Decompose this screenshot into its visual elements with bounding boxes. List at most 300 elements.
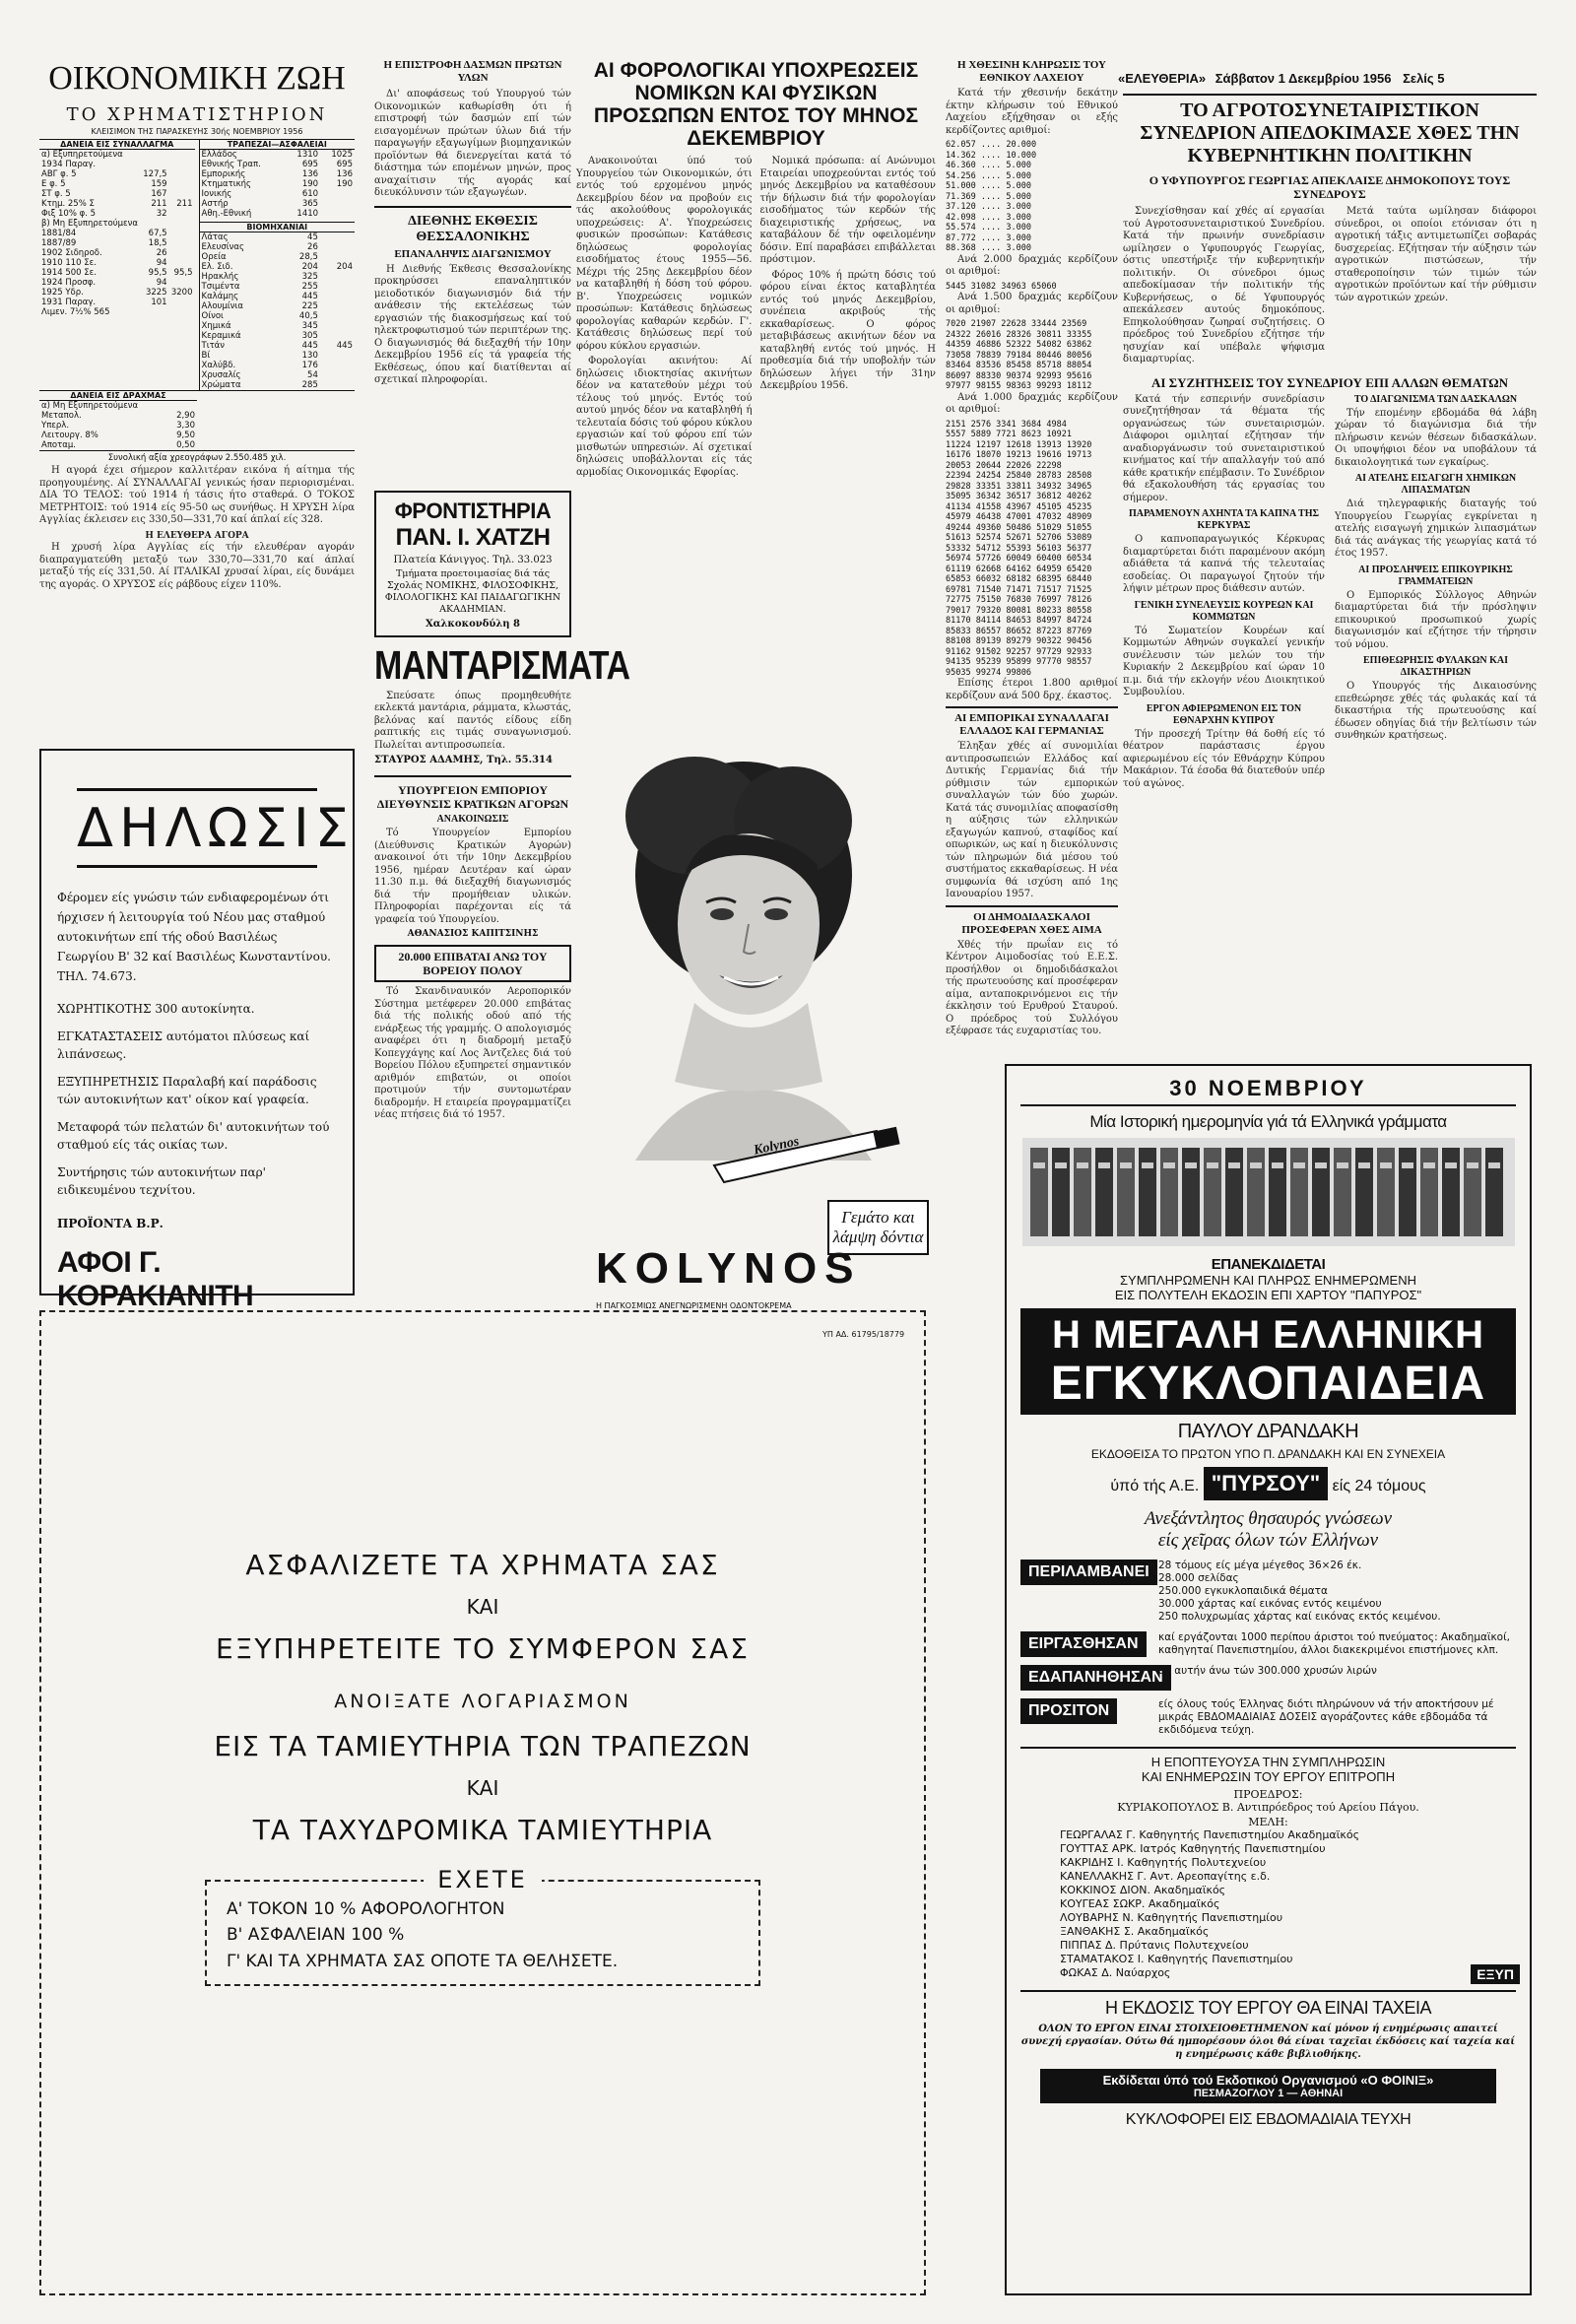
row-value bbox=[169, 209, 195, 219]
books-illustration bbox=[1022, 1138, 1515, 1246]
board-member: ΚΟΥΓΕΑΣ ΣΩΚΡ. Ακαδημαϊκός bbox=[1060, 1897, 1220, 1910]
row-name: ΑΒΓ φ. 5 bbox=[41, 169, 77, 179]
row-value: 159 bbox=[151, 179, 167, 189]
stock-exchange-title: ΤΟ ΧΡΗΜΑΤΙΣΤΗΡΙΟΝ bbox=[66, 104, 328, 125]
lottery-500-text: Επίσης έτεροι 1.800 αριθμοί κερδίζουν ανά 500 δρχ. έκαστος. bbox=[946, 678, 1118, 701]
row-value bbox=[320, 199, 355, 209]
row-name: Λάτας bbox=[201, 232, 229, 242]
book-spine bbox=[1117, 1148, 1135, 1236]
prize-line: 14.362 .... 10.000 bbox=[946, 150, 1037, 161]
row-value bbox=[169, 189, 195, 199]
ministry-signer: ΑΘΑΝΑΣΙΟΣ ΚΑΠΙΤΣΙΝΗΣ bbox=[407, 929, 539, 939]
table-row bbox=[39, 219, 195, 229]
mandarismata-text: Σπεύσατε όπως προμηθευθήτε εκλεκτά μαντάρια, ράμματα, κλωστάς, βελόνας καί παντός είδους είδη ραπτικής εις τιμάς συναγωνισμού. Πωλείται αντιπροσωπεία. bbox=[374, 690, 571, 751]
trade-text: Έληξαν χθές αί συνομιλίαι αντιπροσωπειών Ελλάδος καί Δυτικής Γερμανίας διά τήν ρύθμισιν τών εμπορικών συναλλαγών τών δύο χωρών. Κατά τάς συνομιλίας αποφασίσθη η αύξησις τών ελληνικών εξαγωγών καπνού, σταφίδος καί οπωρικών, ως καί η διευκόλυνσις τών πληρωμών διά μέσου τού συστήματος εκκαθαρίσεως. Η νέα συμφωνία θά ισχύση από 1ης Ιανουαρίου 1957. bbox=[946, 741, 1118, 899]
row-name: ΣΤ φ. 5 bbox=[41, 189, 71, 199]
book-spine-label bbox=[1207, 1162, 1218, 1168]
book-spine bbox=[1247, 1148, 1265, 1236]
row-name: Αστήρ bbox=[201, 199, 229, 209]
kolynos-ref: ΥΠ ΑΔ. 61795/18779 bbox=[822, 1330, 905, 1339]
volumes: είς 24 τόμους bbox=[1332, 1478, 1426, 1494]
board-header-2: ΚΑΙ ΕΝΗΜΕΡΩΣΙΝ ΤΟΥ ΕΡΓΟΥ ΕΠΙΤΡΟΠΗ bbox=[1141, 1769, 1396, 1784]
book-spine-label bbox=[1293, 1162, 1305, 1168]
book-spine-label bbox=[1098, 1162, 1110, 1168]
row-name: Χρώματα bbox=[201, 380, 241, 390]
savings-line-2: ΚΑΙ bbox=[466, 1595, 499, 1619]
book-spine-label bbox=[1077, 1162, 1088, 1168]
fair-subtitle: ΕΠΑΝΑΛΗΨΙΣ ΔΙΑΓΩΝΙΣΜΟΥ bbox=[394, 247, 552, 260]
closing-note: ΚΛΕΙΣΙΜΟΝ ΤΗΣ ΠΑΡΑΣΚΕΥΗΣ 30ής ΝΟΕΜΒΡΙΟΥ 1956 bbox=[91, 127, 303, 136]
board-member: ΞΑΝΘΑΚΗΣ Σ. Ακαδημαϊκός bbox=[1060, 1925, 1210, 1938]
savings-point-3: Γ' ΚΑΙ ΤΑ ΧΡΗΜΑΤΑ ΣΑΣ ΟΠΟΤΕ ΤΑ ΘΕΛΗΣΕΤΕ. bbox=[227, 1952, 619, 1971]
row-name: Κεραμικά bbox=[201, 331, 241, 341]
table-row bbox=[200, 169, 356, 179]
book-spine-label bbox=[1467, 1162, 1478, 1168]
table-row bbox=[39, 229, 195, 238]
savings-line-3: ΕΞΥΠΗΡΕΤΕΙΤΕ ΤΟ ΣΥΜΦΕΡΟΝ ΣΑΣ bbox=[216, 1632, 750, 1665]
table-row bbox=[39, 189, 195, 199]
row-name: Ελευσίνας bbox=[201, 242, 245, 252]
congress-text-2: Μετά ταύτα ωμίλησαν διάφοροι σύνεδροι, οι οποίοι ετόνισαν ότι η αγροτική τάξις αντιμετωπίζει σοβαράς δυσχερείας. Εζήτησαν τήν αύξησιν τών αγροτικών πιστώσεων, τήν σταθεροποίησιν τών τιμών τών αγροτικών προϊόντων καί τήν ρύθμισιν τών αγροτικών χρεών. bbox=[1335, 206, 1537, 303]
table-row bbox=[39, 150, 195, 160]
book-spine bbox=[1052, 1148, 1070, 1236]
row-value bbox=[169, 219, 195, 229]
row-name: Ελ. Σιδ. bbox=[201, 262, 233, 272]
row-value: 204 bbox=[301, 262, 318, 272]
economic-life-section bbox=[39, 59, 355, 739]
row-value: 94 bbox=[156, 278, 167, 288]
book-spine bbox=[1269, 1148, 1286, 1236]
savings-point-1: Α' ΤΟΚΟΝ 10 % ΑΦΟΡΟΛΟΓΗΤΟΝ bbox=[227, 1899, 505, 1919]
book-spine bbox=[1290, 1148, 1308, 1236]
book-spine bbox=[1074, 1148, 1091, 1236]
book-spine-label bbox=[1315, 1162, 1327, 1168]
barbers-text: Τό Σωματείον Κουρέων καί Κομμωτών Αθηνών συγκαλεί γενικήν συνέλευσιν τών μελών του τήν Κυριακήν 2 Δεκεμβρίου καί ώραν 10 π.μ. διά τήν εκλογήν νέου Διοικητικού Συμβουλίου. bbox=[1123, 625, 1325, 697]
row-value: 26 bbox=[307, 242, 318, 252]
book-spine bbox=[1139, 1148, 1156, 1236]
polar-title: 20.000 ΕΠΙΒΑΤΑΙ ΑΝΩ ΤΟΥ ΒΟΡΕΙΟΥ ΠΟΛΟΥ bbox=[398, 950, 548, 977]
declaration-item: Μεταφορά τών πελατών δι' αυτοκινήτων τού σταθμού είς τάς οικίας των. bbox=[57, 1120, 330, 1152]
tobacco-text: Ο καπνοπαραγωγικός Κέρκυρας διαμαρτύρεται διότι παραμένουν ακόμη αδιάθετα τά καπνά τής τελευταίας εσοδείας. Οι παραγωγοί ζητούν τήν λήψιν μέτρων προς διάθεσιν αυτών. bbox=[1123, 534, 1325, 594]
includes-line: 250.000 εγκυκλοπαιδικά θέματα bbox=[1158, 1585, 1328, 1597]
row-value bbox=[320, 351, 355, 361]
row-name: Φιξ 10% φ. 5 bbox=[41, 209, 97, 219]
members-label: ΜΕΛΗ: bbox=[1248, 1816, 1288, 1828]
board-member: ΓΟΥΤΤΑΣ ΑΡΚ. Ιατρός Καθηγητής Πανεπιστημίου bbox=[1060, 1842, 1326, 1855]
table-row bbox=[39, 288, 195, 298]
congress-text-1: Συνεχίσθησαν καί χθές αί εργασίαι τού Αγροτοσυνεταιριστικού Συνεδρίου. Κατά τήν πρωινήν συνεδρίασιν ωμίλησεν ο Υφυπουργός Γεωργίας, όστις υπεστήριξε τήν κυβερνητικήν πολιτικήν. Οι σύνεδροι όμως απεδοκίμασαν τήν πολιτικήν τής Κυβερνήσεως, ο δέ Υφυπουργός απεκάλεσεν αυτούς δημοκόπους. Επηκολούθησαν ζωηραί συζητήσεις. Ο πρόεδρος τού Συνεδρίου εζήτησε τήν ησυχίαν καί υπέβαλε ψήφισμα διαμαρτυρίας. bbox=[1123, 206, 1325, 365]
lottery-2000-label: Ανά 2.000 δραχμάς κερδίζουν οι αριθμοί: bbox=[946, 253, 1118, 277]
table-row bbox=[39, 421, 197, 431]
table-row bbox=[39, 298, 195, 307]
row-name: Καλάμης bbox=[201, 292, 239, 301]
table-row bbox=[39, 278, 195, 288]
row-value: 305 bbox=[301, 331, 318, 341]
number-line: 35095 36342 36517 36812 40262 bbox=[946, 492, 1092, 501]
row-value: 225 bbox=[301, 301, 318, 311]
table-row bbox=[200, 252, 356, 262]
number-line: 16176 18070 19213 19616 19713 bbox=[946, 450, 1092, 460]
issuer-name: Εκδίδεται ύπό τού Εκδοτικού Οργανισμού «Ο ΦΟΙΝΙΞ» bbox=[1102, 2073, 1434, 2088]
free-market-header: Η ΕΛΕΥΘΕΡΑ ΑΓΟΡΑ bbox=[145, 530, 249, 541]
staff-text: Ο Εμπορικός Σύλλογος Αθηνών διαμαρτύρεται διά τήν πρόσληψιν επικουρικού προσωπικού χωρίς διαγωνισμόν καί εζήτησε τήν τήρησιν τού νόμου. bbox=[1335, 589, 1537, 650]
kolynos-ad bbox=[576, 727, 936, 1377]
publisher-prefix: ύπό τής Α.Ε. bbox=[1110, 1478, 1200, 1494]
row-name: 1881/84 bbox=[41, 229, 77, 238]
tobacco-title: ΠΑΡΑΜΕΝΟΥΝ ΑΧΗΝΤΑ ΤΑ ΚΑΠΝΑ ΤΗΣ ΚΕΡΚΥΡΑΣ bbox=[1128, 508, 1320, 531]
savings-ad bbox=[39, 1310, 926, 2295]
prize-line: 62.057 .... 20.000 bbox=[946, 140, 1037, 150]
row-name: Υπερλ. bbox=[41, 421, 70, 431]
table-row bbox=[200, 150, 356, 160]
prize-line: 88.368 .... 3.000 bbox=[946, 243, 1031, 253]
row-value bbox=[141, 219, 169, 229]
number-line: 86097 88330 90374 92993 95616 bbox=[946, 370, 1092, 381]
table-row bbox=[39, 179, 195, 189]
number-line: 53332 54712 55393 56103 56377 bbox=[946, 543, 1092, 554]
row-name: Ιονικής bbox=[201, 189, 232, 199]
worked-tag: ΕΙΡΓΑΣΘΗΣΑΝ bbox=[1020, 1631, 1147, 1657]
board-header-1: Η ΕΠΟΠΤΕΥΟΥΣΑ ΤΗΝ ΣΥΜΠΛΗΡΩΣΙΝ bbox=[1150, 1755, 1386, 1769]
table-row bbox=[200, 242, 356, 252]
exit-badge: ΕΞΥΠ bbox=[1471, 1964, 1520, 1984]
book-spine-label bbox=[1380, 1162, 1392, 1168]
table-row bbox=[200, 209, 356, 219]
column-five bbox=[1123, 94, 1537, 1049]
fast-title: Η ΕΚΔΟΣΙΣ ΤΟΥ ΕΡΓΟΥ ΘΑ ΕΙΝΑΙ ΤΑΧΕΙΑ bbox=[1105, 1998, 1431, 2018]
row-name: Λειτουργ. 8% bbox=[41, 431, 98, 440]
includes-line: 30.000 χάρτας καί εικόνας εντός κειμένου bbox=[1158, 1598, 1382, 1610]
polar-text: Τό Σκανδιναυικόν Αεροπορικόν Σύστημα μετέφερεν 20.000 επιβάτας διά τής πολικής οδού από τής ενάρξεως τής γραμμής. Ο απολογισμός αναφέρει ότι η διαδρομή μεταξύ Κοπεγχάγης καί Λος Άντζελες διά τού Βορείου Πόλου εξυπηρετεί σημαντικόν αριθμόν επιβατών, οι οποίοι προτιμούν τήν συντομωτέραν διαδρομήν. Η εταιρεία προγραμματίζει νέας πτήσεις διά τό 1957. bbox=[374, 986, 571, 1120]
worked-text: καί εργάζονται 1000 περίπου άριστοι τού πνεύματος: Ακαδημαϊκοί, καθηγηταί Πανεπιστημίου, άλλοι διακεκριμένοι επιστήμονες κλπ. bbox=[1158, 1631, 1510, 1656]
table-row bbox=[39, 268, 195, 278]
market-text: Η αγορά έχει σήμερον καλλιτέραν εικόνα ή αίτημα τής προηγουμένης. Αί ΣΥΝΑΛΛΑΓΑΙ γενικώς ήσαν περιορισμέναι. ΔΙΑ ΤΟ ΤΕΛΟΣ: τού 1914 ή τάσις ήτο σταθερά. Ο ΤΟΚΟΣ ΜΕΤΡΗΤΟΙΣ: τού 1914 είς 95-50 ως συνήθως. Η ΧΡΥΣΗ λίρα Αγγλίας έκλεισεν εις 330,50—331,70 καί άπλαί είς 328. bbox=[39, 465, 355, 525]
includes-line: 28 τόμους είς μέγα μέγεθος 36×26 έκ. bbox=[1158, 1560, 1362, 1571]
encyclopedia-tagline: Μία Ιστορική ημερομηνία γιά τά Ελληνικά γράμματα bbox=[1089, 1112, 1447, 1131]
number-line: 56974 57726 60049 60400 60534 bbox=[946, 554, 1092, 564]
row-name: 1931 Παραγ. bbox=[41, 298, 97, 307]
row-name: α) Εξυπηρετούμενα bbox=[41, 150, 123, 160]
row-value: 0,50 bbox=[176, 440, 195, 450]
congress-subtitle: Ο ΥΦΥΠΟΥΡΓΟΣ ΓΕΩΡΓΙΑΣ ΑΠΕΚΛΑΙΣΕ ΔΗΜΟΚΟΠΟΥΣ ΤΟΥΣ ΣΥΝΕΔΡΟΥΣ bbox=[1149, 173, 1511, 201]
row-name: Μεταπολ. bbox=[41, 411, 82, 421]
savings-point-2: Β' ΑΣΦΑΛΕΙΑΝ 100 % bbox=[227, 1925, 405, 1945]
book-spine bbox=[1312, 1148, 1330, 1236]
row-name: α) Μη Εξυπηρετούμενα bbox=[41, 401, 139, 411]
row-value: 136 bbox=[336, 169, 353, 179]
tax-text-4: Φόρος 10% ή πρώτη δόσις τού φόρου είναι έκτος καταβλητέα εντός τού μηνός Δεκεμβρίου, συνέπεια ακριβούς τής εκκαθαρίσεως. Ο φόρος μεταβιβάσεως ακινήτων δέον να καταβληθή εντός τού μηνός. Η προθεσμία διά τήν υποβολήν τών δηλώσεων λήγει τήν 31ην Δεκεμβρίου 1956. bbox=[759, 269, 936, 391]
row-value bbox=[169, 258, 195, 268]
encyclopedia-edition: ΕΚΔΟΘΕΙΣΑ ΤΟ ΠΡΩΤΟΝ ΥΠΟ Π. ΔΡΑΝΔΑΚΗ ΚΑΙ ΕΝ ΣΥΝΕΧΕΙΑ bbox=[1090, 1447, 1446, 1461]
fair-text: Η Διεθνής Έκθεσις Θεσσαλονίκης προκηρύσσει επαναληπτικόν μειοδοτικόν διαγωνισμόν διά τήν ανάθεσιν τής εκτελέσεως τών εργασιών τής διακοσμήσεως καί τού ηλεκτροφωτισμού τών περιπτέρων της. Ο διαγωνισμός θά διεξαχθή τήν 10ην Δεκεμβρίου 1956 είς τά γραφεία τής Εκθέσεως, όπου καί διατίθενται αί σχετικαί πληροφορίαι. bbox=[374, 263, 571, 385]
row-value: 190 bbox=[336, 179, 353, 189]
loans-table bbox=[39, 150, 195, 317]
teacher-exam-text: Τήν επομένην εβδομάδα θά λάβη χώραν τό διαγώνισμα διά τήν πλήρωσιν κενών θέσεων διδασκάλων. Οι υποψήφιοι δέον να υποβάλουν τά δικαιολογητικά των εγκαίρως. bbox=[1335, 407, 1537, 468]
row-name: Ορεία bbox=[201, 252, 227, 262]
number-line: 20053 20644 22026 22298 bbox=[946, 460, 1062, 471]
lottery-1500-label: Ανά 1.500 δραχμάς κερδίζουν οι αριθμοί: bbox=[946, 292, 1118, 315]
tutoring-ad bbox=[374, 491, 571, 637]
number-line: 5445 31082 34963 65060 bbox=[946, 281, 1057, 292]
table-row bbox=[200, 232, 356, 242]
declaration-title: ΔΗΛΩΣΙΣ bbox=[77, 788, 317, 868]
congress-discussion-title: ΑΙ ΣΥΖΗΤΗΣΕΙΣ ΤΟΥ ΣΥΝΕΔΡΙΟΥ ΕΠΙ ΑΛΛΩΝ ΘΕΜΑΤΩΝ bbox=[1150, 374, 1509, 390]
book-spine-label bbox=[1120, 1162, 1132, 1168]
table-row bbox=[39, 431, 197, 440]
book-spine-label bbox=[1337, 1162, 1348, 1168]
includes-line: 28.000 σελίδας bbox=[1158, 1572, 1239, 1584]
prize-line: 54.256 .... 5.000 bbox=[946, 170, 1031, 181]
lottery-title: Η ΧΘΕΣΙΝΗ ΚΛΗΡΩΣΙΣ ΤΟΥ ΕΘΝΙΚΟΥ ΛΑΧΕΙΟΥ bbox=[957, 59, 1106, 84]
number-line: 7020 21907 22628 33444 23569 bbox=[946, 319, 1087, 329]
row-name: Χημικά bbox=[201, 321, 231, 331]
board-member: ΚΑΚΡΙΔΗΣ Ι. Καθηγητής Πολυτεχνείου bbox=[1060, 1856, 1267, 1869]
number-line: 81170 84114 84653 84997 84724 bbox=[946, 616, 1092, 626]
savings-line-4: ΑΝΟΙΞΑΤΕ ΛΟΓΑΡΙΑΣΜΟΝ bbox=[334, 1691, 631, 1712]
includes-line: 250 πολυχρωμίας χάρτας καί εικόνας εκτός κειμένου. bbox=[1158, 1611, 1441, 1623]
row-value: 9,50 bbox=[176, 431, 195, 440]
table-row bbox=[39, 160, 195, 169]
number-line: 24322 26016 28326 30811 33355 bbox=[946, 329, 1092, 340]
book-spine bbox=[1355, 1148, 1373, 1236]
kolynos-tagline: Γεμάτο και λάμψη δόντια bbox=[827, 1200, 929, 1255]
industry-table bbox=[200, 232, 356, 390]
row-value bbox=[141, 150, 169, 160]
table-row bbox=[39, 248, 195, 258]
declaration-item: Συντήρησις τών αυτοκινήτων παρ' ειδικευμένου τεχνίτου. bbox=[57, 1165, 266, 1197]
board-member: ΦΩΚΑΣ Δ. Ναύαρχος bbox=[1060, 1966, 1171, 1979]
table-row bbox=[200, 351, 356, 361]
row-name: Εθνικής Τραπ. bbox=[201, 160, 261, 169]
row-value bbox=[169, 229, 195, 238]
tutoring-address2: Χαλκοκονδύλη 8 bbox=[425, 618, 521, 630]
row-name: Χρυσαλίς bbox=[201, 370, 241, 380]
row-name: 1934 Παραγ. bbox=[41, 160, 97, 169]
number-line: 69781 71540 71471 71517 71525 bbox=[946, 584, 1092, 595]
encyclopedia-line-2: ΕΙΣ ΠΟΛΥΤΕΛΗ ΕΚΔΟΣΙΝ ΕΠΙ ΧΑΡΤΟΥ "ΠΑΠΥΡΟΣ" bbox=[1114, 1288, 1422, 1302]
lottery-top-prizes bbox=[946, 140, 1118, 254]
tax-text-3: Νομικά πρόσωπα: αί Ανώνυμοι Εταιρείαι υποχρεούνται εντός τού μηνός Δεκεμβρίου να καταθέσουν τήν δήλωσιν διά τήν φορολογίαν εισοδήματος τών κερδών τής διαχειριστικής χρήσεως, να καταβάλουν δέ τήν οφειλομένην δόσιν. Επί παραβάσει επιβάλλεται πρόστιμον. bbox=[759, 156, 936, 265]
row-value: 101 bbox=[151, 298, 167, 307]
row-name: Ηρακλής bbox=[201, 272, 239, 282]
weekly-issues: ΚΥΚΛΟΦΟΡΕΙ ΕΙΣ ΕΒΔΟΜΑΔΙΑΙΑ ΤΕΥΧΗ bbox=[1125, 2111, 1412, 2128]
number-line: 65853 66032 68182 68395 68440 bbox=[946, 574, 1092, 584]
book-spine bbox=[1182, 1148, 1200, 1236]
declaration-intro: Φέρομεν είς γνώσιν τών ενδιαφερομένων ότι ήρχισεν ή λειτουργία τού Νέου μας σταθμού αυτοκινήτων επί τής οδού Βασιλέως Γεωργίου Β' 32 καί Βασιλέως Κωνσταντίνου. ΤΗΛ. 74.673. bbox=[57, 891, 331, 983]
row-value: 167 bbox=[151, 189, 167, 199]
publisher-name: "ΠΥΡΣΟΥ" bbox=[1204, 1467, 1328, 1500]
row-name: 1924 Προσφ. bbox=[41, 278, 97, 288]
row-value: 28,5 bbox=[298, 252, 318, 262]
table-row bbox=[39, 440, 197, 450]
book-spine bbox=[1030, 1148, 1048, 1236]
row-value bbox=[141, 307, 169, 317]
board-member: ΚΑΝΕΛΛΑΚΗΣ Γ. Αντ. Αρεοπαγίτης ε.δ. bbox=[1060, 1870, 1271, 1883]
affordable-text: είς όλους τούς Έλληνας διότι πληρώνουν νά τήν αποκτήσουν μέ μικράς ΕΒΔΟΜΑΔΙΑΙΑΣ ΔΟΣΕΙΣ αγοράζοντες κάθε εβδομάδα τά εκδιδόμενα τεύχη. bbox=[1158, 1698, 1494, 1736]
row-value: 95,5 bbox=[173, 268, 193, 278]
row-value: 445 bbox=[301, 292, 318, 301]
book-spine bbox=[1485, 1148, 1503, 1236]
industry-header: ΒΙΟΜΗΧΑΝΙΑΙ bbox=[200, 222, 356, 232]
row-value: 1025 bbox=[331, 150, 353, 160]
row-name: Αποταμ. bbox=[41, 440, 76, 450]
row-value: 130 bbox=[301, 351, 318, 361]
spent-text: δι' αυτήν άνω τών 300.000 χρυσών λιρών bbox=[1158, 1665, 1377, 1677]
row-value: 285 bbox=[301, 380, 318, 390]
row-value: 95,5 bbox=[148, 268, 167, 278]
owners-name: ΑΦΟΙ Γ. ΚΟΡΑΚΙΑΝΙΤΗ bbox=[57, 1246, 254, 1312]
book-spine-label bbox=[1163, 1162, 1175, 1168]
congress-title: ΤΟ ΑΓΡΟΤΟΣΥΝΕΤΑΙΡΙΣΤΙΚΟΝ ΣΥΝΕΔΡΙΟΝ ΑΠΕΔΟΚΙΜΑΣΕ ΧΘΕΣ ΤΗΝ ΚΥΒΕΡΝΗΤΙΚΗΝ ΠΟΛΙΤΙΚΗΝ bbox=[1140, 100, 1520, 166]
row-name: Χαλύβδ. bbox=[201, 361, 236, 370]
number-line: 88108 89139 89279 90322 90456 bbox=[946, 636, 1092, 646]
number-line: 2151 2576 3341 3684 4984 bbox=[946, 419, 1067, 430]
table-row bbox=[200, 380, 356, 390]
number-line: 44359 46886 52322 54082 63862 bbox=[946, 340, 1092, 350]
row-name: Κτημ. 25% Σ bbox=[41, 199, 95, 209]
row-value bbox=[169, 307, 195, 317]
number-line: 11224 12197 12618 13913 13920 bbox=[946, 439, 1092, 450]
lottery-1500-numbers bbox=[946, 319, 1118, 392]
table-row bbox=[200, 262, 356, 272]
row-value: 325 bbox=[301, 272, 318, 282]
row-value bbox=[169, 238, 195, 248]
declaration-ad bbox=[39, 749, 355, 1312]
ministry-text: Τό Υπουργείον Εμπορίου (Διεύθυνσις Κρατικών Αγορών) ανακοινοί ότι τήν 10ην Δεκεμβρίου 1956, ημέραν Δευτέραν καί ώραν 11.30 π.μ. θά διεξαχθή διαγωνισμός διά τήν προμήθειαν υλικών. Πληροφορίαι παρέχονται είς τά γραφεία τού Υπουργείου. bbox=[374, 828, 571, 925]
row-value bbox=[141, 160, 169, 169]
book-spine-label bbox=[1423, 1162, 1435, 1168]
savings-have: ΕΧΕΤΕ bbox=[424, 1866, 542, 1893]
row-name: Βί bbox=[201, 351, 211, 361]
table-row bbox=[39, 238, 195, 248]
row-name: Λιμεν. 7½% 565 bbox=[41, 307, 110, 317]
cyprus-work-title: ΕΡΓΟΝ ΑΦΙΕΡΩΜΕΝΟΝ ΕΙΣ ΤΟΝ ΕΘΝΑΡΧΗΝ ΚΥΠΡΟΥ bbox=[1146, 702, 1302, 726]
teachers-blood-title: ΟΙ ΔΗΜΟΔΙΔΑΣΚΑΛΟΙ ΠΡΟΣΕΦΕΡΑΝ ΧΘΕΣ ΑΙΜΑ bbox=[961, 910, 1102, 936]
mandarismata-title: ΜΑΝΤΑΡΙΣΜΑΤΑ bbox=[374, 642, 630, 689]
encyclopedia-title-1: Η ΜΕΓΑΛΗ ΕΛΛΗΝΙΚΗ bbox=[1052, 1313, 1484, 1357]
lottery-1000-numbers bbox=[946, 420, 1118, 679]
row-value: 211 bbox=[151, 199, 167, 209]
row-value bbox=[320, 361, 355, 370]
board-member: ΣΤΑΜΑΤΑΚΟΣ Ι. Καθηγητής Πανεπιστημίου bbox=[1060, 1953, 1293, 1965]
declaration-item: ΧΩΡΗΤΙΚΟΤΗΣ 300 αυτοκίνητα. bbox=[57, 1002, 255, 1016]
tax-text-1: Ανακοινούται ύπό τού Υπουργείου τών Οικονομικών, ότι εντός τού ερχομένου μηνός Δεκεμβρίου δέον να προβούν εις τάς ακολούθους φορολογικάς υποχρεώσεις: Α'. Υποχρεώσεις φυσικών προσώπων: Κατάθεσις δηλώσεως φορολογίας εισοδήματος έτους 1955—56. Μέχρι τής 25ης Δεκεμβρίου δέον να καταβληθή ή δόση τού φόρου. Β'. Υποχρεώσεις νομικών προσώπων: Κατάθεσις δηλώσεως φορολογίας καθαρών κερδών. Γ'. Κατάθεσις δηλώσεως περί τού φόρου κύκλου εργασιών. bbox=[576, 156, 753, 352]
row-value: 18,5 bbox=[148, 238, 167, 248]
table-row bbox=[200, 189, 356, 199]
number-line: 73058 78839 79184 80446 80056 bbox=[946, 350, 1092, 361]
row-value: 695 bbox=[336, 160, 353, 169]
row-name: β) Μη Εξυπηρετούμενα bbox=[41, 219, 138, 229]
fast-text: ΟΛΟΝ ΤΟ ΕΡΓΟΝ ΕΙΝΑΙ ΣΤΟΙΧΕΙΟΘΕΤΗΜΕΝΟΝ καί μόνον ή ενημέρωσις απαιτεί συνεχή εργασίαν. Ούτω θά ημπορέσουν όλοι θά είναι ταχεῖαι έκδόσεις καί ταχεία καί η ενημέρωσις κάθε βιβλιοθήκης. bbox=[1020, 2024, 1516, 2060]
row-value bbox=[169, 150, 195, 160]
fertilizer-title: ΑΙ ΑΤΕΛΗΣ ΕΙΣΑΓΩΓΗ ΧΗΜΙΚΩΝ ΛΙΠΑΣΜΑΤΩΝ bbox=[1354, 473, 1517, 496]
column-three bbox=[576, 59, 936, 1339]
masthead-page: Σελίς 5 bbox=[1403, 71, 1445, 86]
chair-label: ΠΡΟΕΔΡΟΣ: bbox=[1233, 1788, 1303, 1801]
row-value bbox=[169, 179, 195, 189]
row-value bbox=[320, 242, 355, 252]
masthead bbox=[1118, 71, 1532, 89]
prize-line: 46.360 .... 5.000 bbox=[946, 161, 1031, 170]
kolynos-subline: Η ΠΑΓΚΟΣΜΙΩΣ ΑΝΕΓΝΩΡΙΣΜΕΝΗ ΟΔΟΝΤΟΚΡΕΜΑ bbox=[596, 1301, 792, 1310]
row-value: 365 bbox=[301, 199, 319, 209]
board-member: ΠΙΠΠΑΣ Δ. Πρύτανις Πολυτεχνείου bbox=[1060, 1939, 1249, 1952]
tax-text-2: Φορολογίαι ακινήτου: Αί δηλώσεις ιδιοκτησίας ακινήτων δέον να κατατεθούν μέχρι τού τέλους τού μηνός. Εντός τού αυτού μηνός δέον να καταβληθή ή τελευταία δόσις τού φόρου κύκλου εργασιών καί τού φόρου επί τών μισθωτών υπηρεσιών. Αί σχετικαί δηλώσεις υποβάλλονται είς τάς αρμοδίας Οικονομικάς Εφορίας. bbox=[576, 356, 753, 478]
teachers-blood-text: Χθές τήν πρωΐαν εις τό Κέντρον Αιμοδοσίας τού Ε.Ε.Σ. προσήλθον οι δημοδιδάσκαλοι τής πρωτευούσης καί προσέφεραν αίμα, ανταποκρινόμενοι εις τήν έκκλησιν τού Ερυθρού Σταυρού. Ο πρόεδρος τού Συλλόγου εξέφρασε τάς ευχαριστίας του. bbox=[946, 939, 1118, 1036]
book-spine bbox=[1442, 1148, 1460, 1236]
row-value: 67,5 bbox=[148, 229, 167, 238]
row-value bbox=[320, 292, 355, 301]
table-row bbox=[39, 199, 195, 209]
masthead-paper: «ΕΛΕΥΘΕΡΙΑ» bbox=[1118, 71, 1207, 86]
lottery-2000-numbers bbox=[946, 282, 1118, 293]
row-value bbox=[168, 401, 197, 411]
barbers-title: ΓΕΝΙΚΗ ΣΥΝΕΛΕΥΣΙΣ ΚΟΥΡΕΩΝ ΚΑΙ ΚΟΜΜΩΤΩΝ bbox=[1134, 599, 1314, 623]
row-value: 1310 bbox=[296, 150, 319, 160]
table-row bbox=[200, 179, 356, 189]
number-line: 97977 98155 98363 99293 18112 bbox=[946, 381, 1092, 391]
number-line: 51613 52574 52671 52706 53089 bbox=[946, 533, 1092, 543]
table-row bbox=[200, 282, 356, 292]
tutoring-desc: Τμήματα προετοιμασίας διά τάς Σχολάς ΝΟΜΙΚΗΣ, ΦΙΛΟΣΟΦΙΚΗΣ, ΦΙΛΟΛΟΓΙΚΗΣ ΚΑΙ ΠΑΙΔΑΓΩΓΙΚΗΝ ΑΚΑΔΗΜΙΑΝ. bbox=[384, 567, 561, 615]
row-value: 610 bbox=[301, 189, 319, 199]
book-spine bbox=[1160, 1148, 1178, 1236]
row-value bbox=[320, 232, 355, 242]
number-line: 94135 95239 95899 97770 98557 bbox=[946, 657, 1092, 667]
declaration-item: ΕΞΥΠΗΡΕΤΗΣΙΣ Παραλαβή καί παράδοσις τών αυτοκινήτων κατ' οίκον καί γραφεία. bbox=[57, 1075, 317, 1106]
woman-portrait bbox=[576, 727, 931, 1161]
number-line: 83464 83536 85458 85718 88054 bbox=[946, 361, 1092, 370]
row-value: 26 bbox=[156, 248, 167, 258]
book-spine bbox=[1334, 1148, 1351, 1236]
row-value: 45 bbox=[307, 232, 318, 242]
number-line: 61119 62668 64162 64959 65420 bbox=[946, 564, 1092, 574]
duty-refund-text: Δι' αποφάσεως τού Υπουργού τών Οικονομικών καθωρίσθη ότι ή επιστροφή τών δασμών επί τών εισαγομένων πρώτων ύλων διά τήν παραγωγήν εξαγωγίμων βιομηχανικών προϊόντων θά διενεργείται κατά τό διάστημα τών επομένων μηνών, προς αναχαίτισιν τής αγοράς καί διευκόλυνσιν τών εξαγωγέων. bbox=[374, 89, 571, 198]
number-line: 95035 99274 99806 bbox=[946, 667, 1031, 678]
table-row bbox=[39, 209, 195, 219]
reissue-label: ΕΠΑΝΕΚΔΙΔΕΤΑΙ bbox=[1211, 1256, 1326, 1273]
masthead-date: Σάββατον 1 Δεκεμβρίου 1956 bbox=[1215, 71, 1392, 86]
row-name: 1910 110 Σε. bbox=[41, 258, 97, 268]
row-value: 3,30 bbox=[176, 421, 195, 431]
row-value bbox=[169, 248, 195, 258]
row-name: 1925 Υδρ. bbox=[41, 288, 84, 298]
row-value: 40,5 bbox=[298, 311, 318, 321]
board-member: ΛΟΥΒΑΡΗΣ Ν. Καθηγητής Πανεπιστημίου bbox=[1060, 1911, 1283, 1924]
row-name: Ελλάδος bbox=[201, 150, 237, 160]
board-member: ΓΕΩΡΓΑΛΑΣ Γ. Καθηγητής Πανεπιστημίου Ακαδημαϊκός bbox=[1060, 1828, 1360, 1841]
table-row bbox=[39, 401, 197, 411]
total-value: Συνολική αξία χρεογράφων 2.550.485 χιλ. bbox=[107, 453, 287, 463]
encyclopedia-date: 30 ΝΟΕΜΒΡΙΟΥ bbox=[1020, 1076, 1516, 1106]
row-value bbox=[320, 282, 355, 292]
number-line: 5557 5889 7721 8623 10921 bbox=[946, 430, 1072, 439]
row-value bbox=[169, 278, 195, 288]
book-spine-label bbox=[1250, 1162, 1262, 1168]
row-name: Αλουμίνια bbox=[201, 301, 243, 311]
row-value: 54 bbox=[307, 370, 318, 380]
prize-line: 42.098 .... 3.000 bbox=[946, 212, 1031, 223]
prize-line: 55.574 .... 3.000 bbox=[946, 223, 1031, 232]
book-spine bbox=[1420, 1148, 1438, 1236]
row-value: 127,5 bbox=[143, 169, 167, 179]
row-value: 695 bbox=[301, 160, 319, 169]
savings-line-7: ΤΑ ΤΑΧΥΔΡΟΜΙΚΑ ΤΑΜΙΕΥΤΗΡΙΑ bbox=[252, 1814, 713, 1846]
tube-label: Kolynos bbox=[752, 1134, 801, 1159]
table-row bbox=[200, 361, 356, 370]
row-value: 3200 bbox=[170, 288, 193, 298]
savings-box bbox=[205, 1866, 760, 1986]
